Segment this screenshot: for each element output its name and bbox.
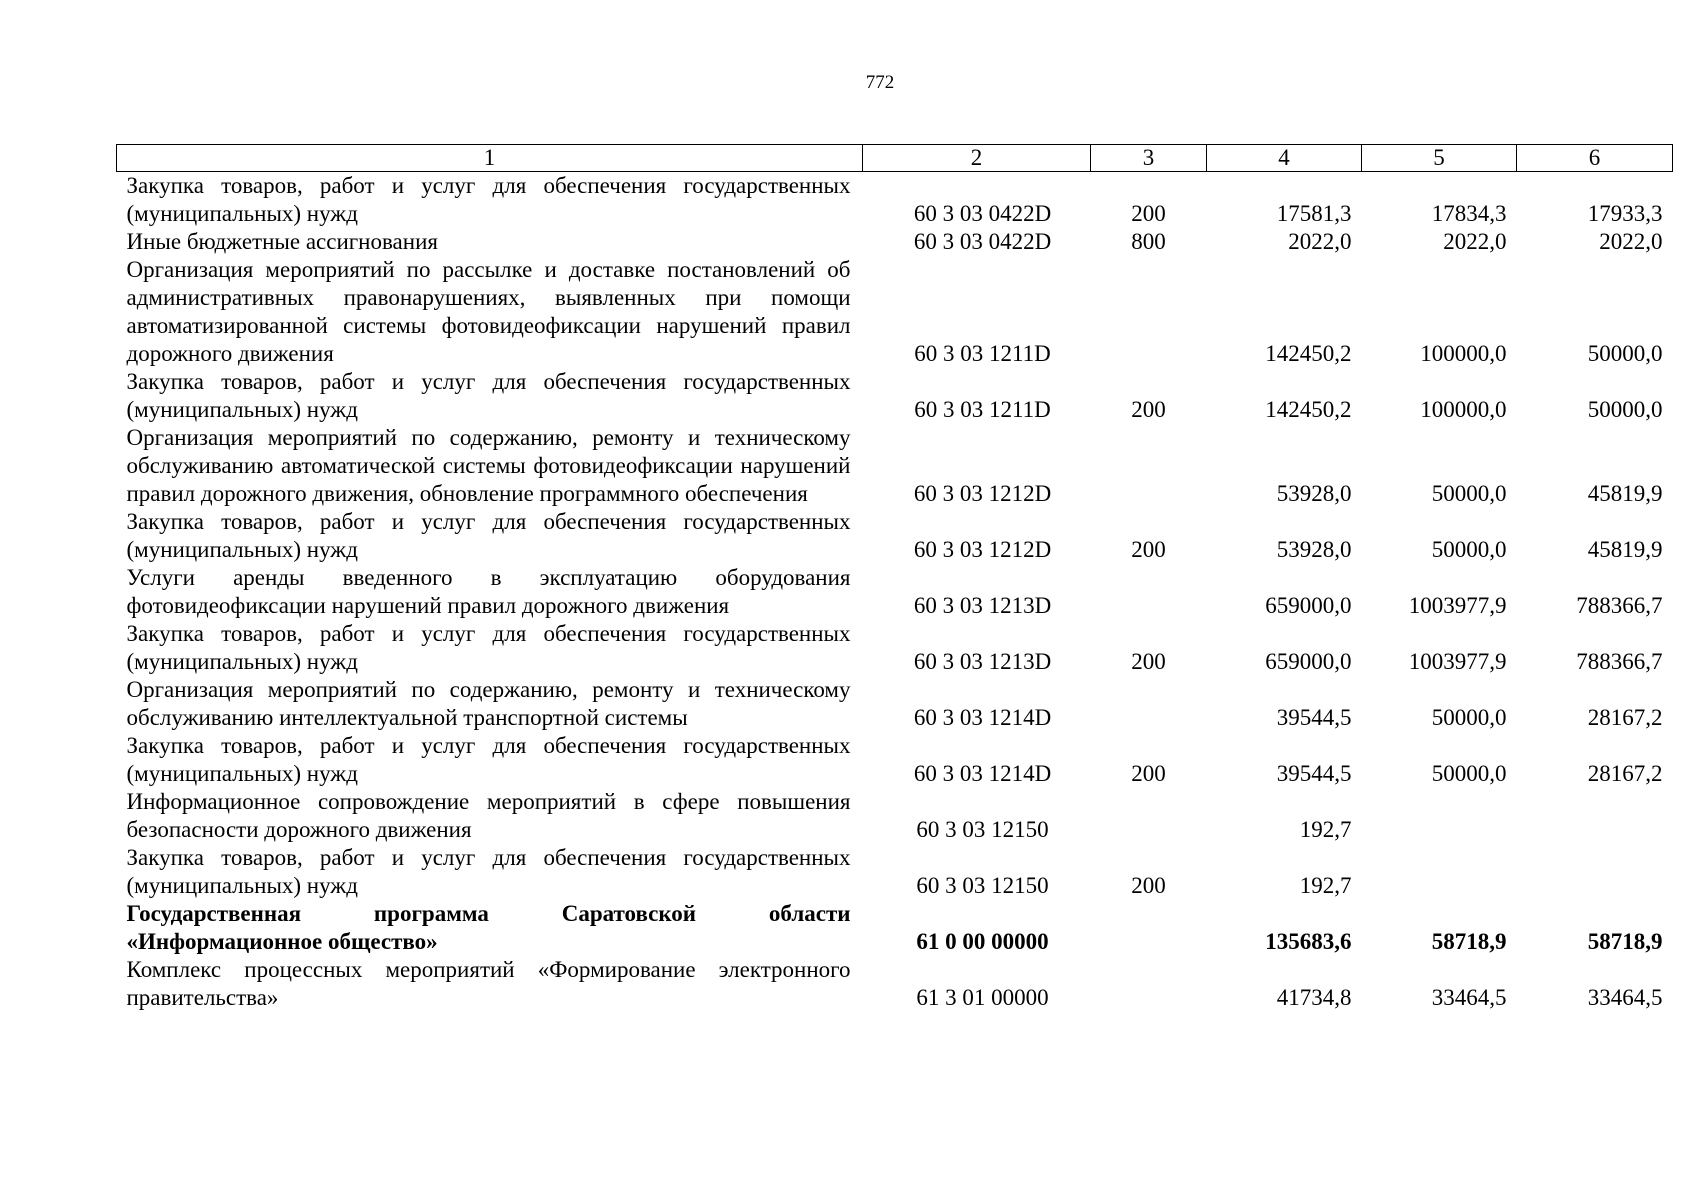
table-row	[117, 676, 1673, 732]
page-number: 772	[865, 72, 895, 93]
amount-col-4: 53928,0	[1276, 537, 1352, 562]
amount-col-4: 192,7	[1299, 817, 1352, 842]
amount-col-6: 45819,9	[1587, 481, 1663, 506]
table-row	[117, 508, 1673, 564]
amount-col-6: 58718,9	[1587, 929, 1663, 954]
amount-col-5: 100000,0	[1420, 397, 1507, 422]
expense-type-code	[1091, 256, 1207, 368]
amount-col-4: 192,7	[1299, 873, 1352, 898]
amount-col-6: 33464,5	[1587, 985, 1663, 1010]
expense-name: Государственная программа Саратовской области «Информационное общество»	[126, 901, 851, 954]
expense-name: Организация мероприятий по содержанию, ремонту и техническому обслуживанию интеллектуальной транспортной системы	[126, 677, 851, 730]
expense-name: Закупка товаров, работ и услуг для обеспечения государственных (муниципальных) нужд	[126, 509, 851, 562]
amount-col-6: 2022,0	[1599, 229, 1663, 254]
amount-col-4: 659000,0	[1265, 649, 1352, 674]
amount-col-6: 788366,7	[1576, 593, 1663, 618]
expense-name: Закупка товаров, работ и услуг для обеспечения государственных (муниципальных) нужд	[126, 845, 851, 898]
amount-col-6: 50000,0	[1587, 341, 1663, 366]
expense-type-code: 200	[1131, 397, 1166, 422]
target-article-code: 60 3 03 12150	[916, 873, 1049, 898]
amount-col-5: 33464,5	[1431, 985, 1507, 1010]
target-article-code: 60 3 03 0422D	[913, 229, 1052, 254]
expense-name: Закупка товаров, работ и услуг для обеспечения государственных (муниципальных) нужд	[126, 173, 851, 226]
header-row	[117, 145, 1673, 172]
amount-col-5: 58718,9	[1431, 929, 1507, 954]
budget-table	[116, 144, 1673, 1012]
target-article-code: 60 3 03 1213D	[913, 649, 1052, 674]
expense-type-code	[1091, 676, 1207, 732]
target-article-code: 61 3 01 00000	[916, 985, 1049, 1010]
amount-col-5: 2022,0	[1443, 229, 1507, 254]
table-row	[117, 732, 1673, 788]
table-row	[117, 844, 1673, 900]
table-row	[117, 620, 1673, 676]
table-row	[117, 368, 1673, 424]
target-article-code: 60 3 03 1212D	[913, 481, 1052, 506]
header-col-5: 5	[1362, 145, 1517, 172]
amount-col-5	[1362, 788, 1517, 844]
expense-name: Информационное сопровождение мероприятий в сфере повышения безопасности дорожного движения	[126, 789, 851, 842]
header-col-3: 3	[1091, 145, 1207, 172]
target-article-code: 61 0 00 00000	[916, 929, 1049, 954]
expense-type-code: 200	[1131, 649, 1166, 674]
expense-name: Закупка товаров, работ и услуг для обеспечения государственных (муниципальных) нужд	[126, 369, 851, 422]
expense-type-code: 200	[1131, 537, 1166, 562]
amount-col-4: 53928,0	[1276, 481, 1352, 506]
expense-type-code: 200	[1131, 201, 1166, 226]
table-row	[117, 564, 1673, 620]
expense-type-code	[1091, 900, 1207, 956]
amount-col-4: 142450,2	[1265, 341, 1352, 366]
header-col-4: 4	[1207, 145, 1362, 172]
header-col-2: 2	[863, 145, 1091, 172]
amount-col-4: 41734,8	[1276, 985, 1352, 1010]
amount-col-5: 50000,0	[1431, 537, 1507, 562]
expense-type-code	[1091, 564, 1207, 620]
expense-type-code	[1091, 788, 1207, 844]
amount-col-4: 659000,0	[1265, 593, 1352, 618]
amount-col-4: 135683,6	[1265, 929, 1352, 954]
target-article-code: 60 3 03 1214D	[913, 761, 1052, 786]
amount-col-5: 1003977,9	[1408, 593, 1507, 618]
expense-name: Иные бюджетные ассигнования	[126, 229, 438, 254]
amount-col-4: 142450,2	[1265, 397, 1352, 422]
expense-name: Услуги аренды введенного в эксплуатацию оборудования фотовидеофиксации нарушений правил дорожного движения	[126, 565, 851, 618]
header-col-6: 6	[1517, 145, 1673, 172]
expense-type-code: 200	[1131, 873, 1166, 898]
amount-col-6: 28167,2	[1587, 761, 1663, 786]
amount-col-5: 1003977,9	[1408, 649, 1507, 674]
table-row	[117, 172, 1673, 229]
amount-col-4: 2022,0	[1288, 229, 1352, 254]
amount-col-6	[1517, 788, 1673, 844]
expense-name: Организация мероприятий по содержанию, ремонту и техническому обслуживанию автоматической системы фотовидеофиксации нарушений правил дорожного движения, обновление программного обеспечения	[126, 425, 851, 506]
expense-name: Организация мероприятий по рассылке и доставке постановлений об административных правонарушениях, выявленных при помощи автоматизированной системы фотовидеофиксации нарушений правил дорожного движения	[126, 257, 851, 366]
table-body	[117, 172, 1673, 1013]
table-row	[117, 900, 1673, 956]
amount-col-4: 17581,3	[1276, 201, 1352, 226]
target-article-code: 60 3 03 12150	[916, 817, 1049, 842]
amount-col-5	[1362, 844, 1517, 900]
expense-name: Комплекс процессных мероприятий «Формирование электронного правительства»	[126, 957, 851, 1010]
target-article-code: 60 3 03 1212D	[913, 537, 1052, 562]
target-article-code: 60 3 03 1214D	[913, 705, 1052, 730]
table-row	[117, 256, 1673, 368]
amount-col-6: 17933,3	[1587, 201, 1663, 226]
amount-col-6: 50000,0	[1587, 397, 1663, 422]
expense-type-code: 800	[1131, 229, 1166, 254]
amount-col-6	[1517, 844, 1673, 900]
table-row	[117, 228, 1673, 256]
amount-col-5: 50000,0	[1431, 481, 1507, 506]
expense-type-code	[1091, 424, 1207, 508]
amount-col-6: 28167,2	[1587, 705, 1663, 730]
amount-col-4: 39544,5	[1276, 705, 1352, 730]
target-article-code: 60 3 03 0422D	[913, 201, 1052, 226]
amount-col-4: 39544,5	[1276, 761, 1352, 786]
expense-name: Закупка товаров, работ и услуг для обеспечения государственных (муниципальных) нужд	[126, 733, 851, 786]
table-row	[117, 424, 1673, 508]
target-article-code: 60 3 03 1211D	[914, 397, 1051, 422]
expense-type-code: 200	[1131, 761, 1166, 786]
header-col-1: 1	[117, 145, 863, 172]
amount-col-6: 788366,7	[1576, 649, 1663, 674]
amount-col-6: 45819,9	[1587, 537, 1663, 562]
table-header	[117, 145, 1673, 172]
amount-col-5: 17834,3	[1431, 201, 1507, 226]
expense-type-code	[1091, 956, 1207, 1012]
target-article-code: 60 3 03 1211D	[914, 341, 1051, 366]
expense-name: Закупка товаров, работ и услуг для обеспечения государственных (муниципальных) нужд	[126, 621, 851, 674]
table-row	[117, 956, 1673, 1012]
table-row	[117, 788, 1673, 844]
amount-col-5: 50000,0	[1431, 761, 1507, 786]
amount-col-5: 100000,0	[1420, 341, 1507, 366]
target-article-code: 60 3 03 1213D	[913, 593, 1052, 618]
amount-col-5: 50000,0	[1431, 705, 1507, 730]
